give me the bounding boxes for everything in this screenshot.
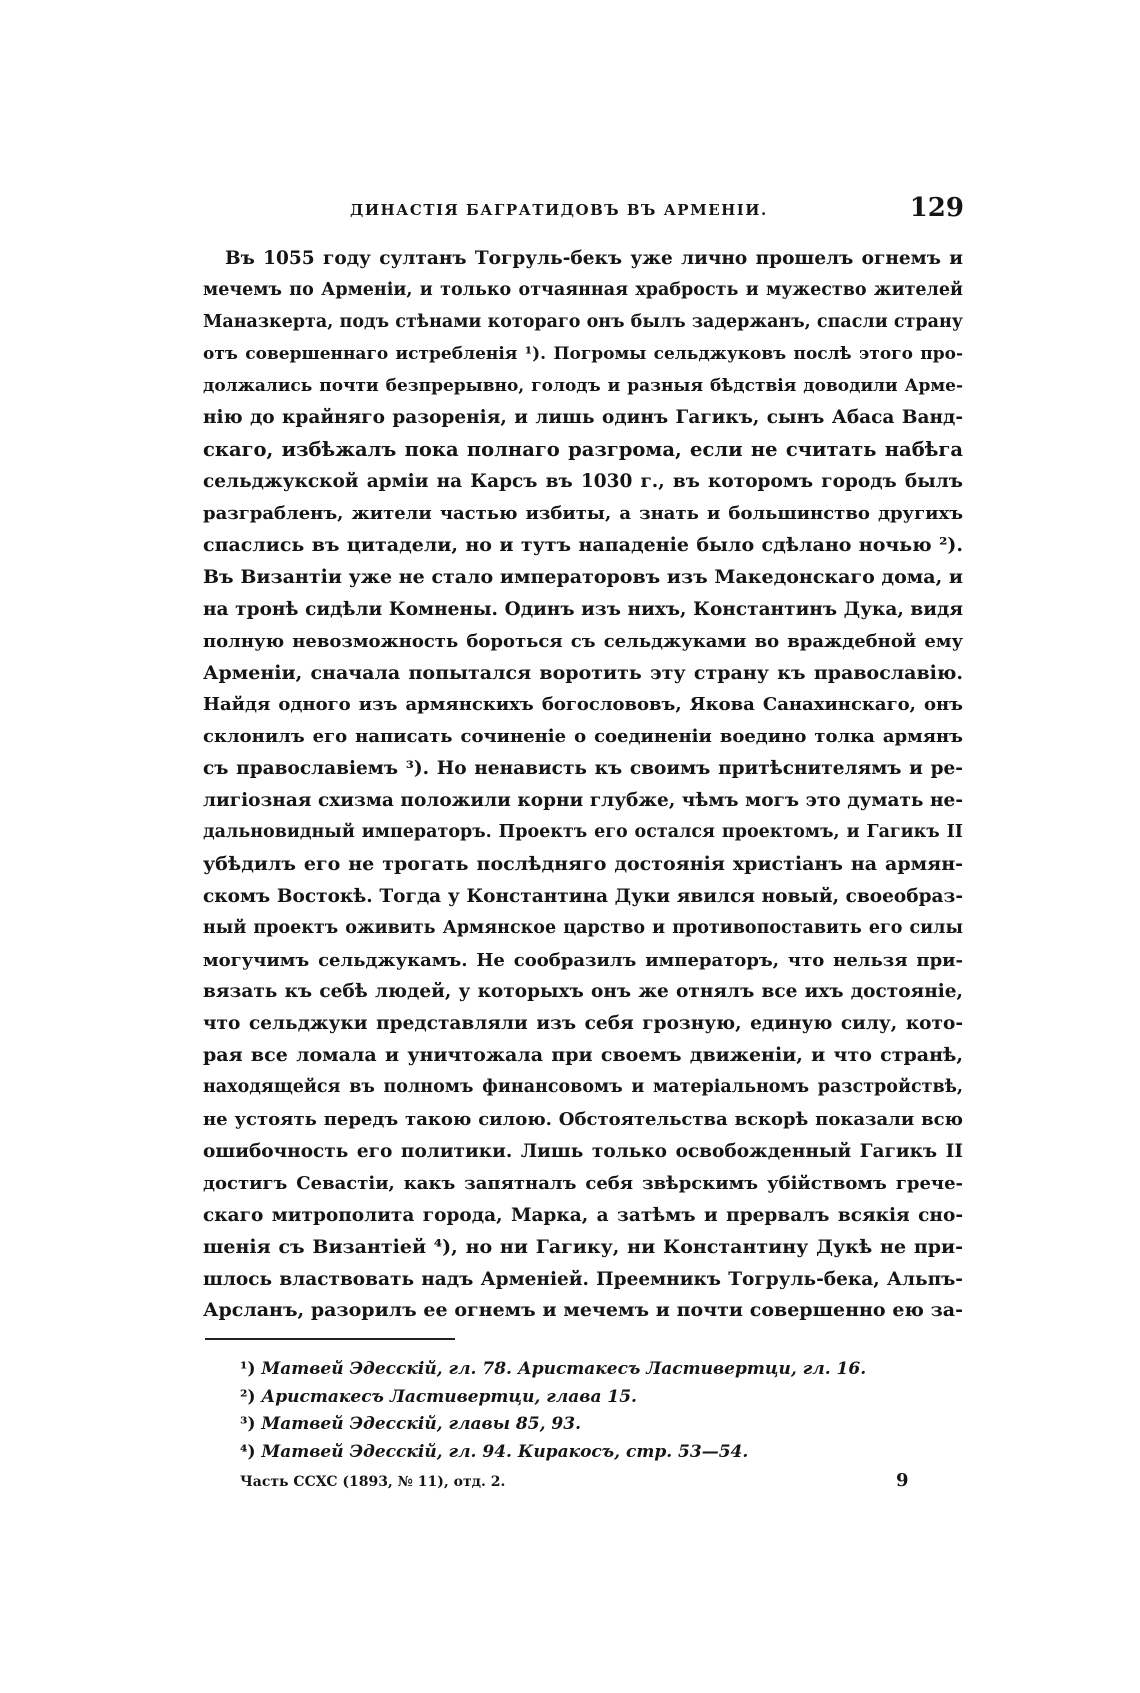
text-line: склонилъ его написать сочиненіе о соединеніи воедино толка армянъ	[203, 726, 963, 748]
text-line: могучимъ сельджукамъ. Не сообразилъ императоръ, что нельзя при-	[203, 949, 963, 971]
text-line: мечемъ по Арменіи, и только отчаянная храбрость и мужество жителей	[203, 279, 963, 300]
footnote-mark: ⁴)	[240, 1441, 256, 1462]
text-line: рая все ломала и уничтожала при своемъ движеніи, и что странѣ,	[203, 1044, 963, 1067]
body-text	[203, 243, 963, 1327]
footnotes	[240, 1356, 940, 1466]
text-line: съ православіемъ ³). Но ненависть къ своимъ притѣснителямъ и ре-	[203, 758, 963, 780]
text-line: ошибочность его политики. Лишь только освобожденный Гагикъ II	[203, 1140, 963, 1162]
footnote	[240, 1384, 940, 1412]
footnote-mark: ³)	[240, 1414, 256, 1434]
text-line: дальновидный императоръ. Проектъ его остался проектомъ, и Гагикъ II	[203, 822, 963, 843]
text-line: Арменіи, сначала попытался воротить эту страну къ православію.	[203, 661, 963, 684]
text-line: находящейся въ полномъ финансовомъ и матеріальномъ разстройствѣ,	[203, 1077, 963, 1098]
footnote	[240, 1356, 940, 1384]
text-line: Маназкерта, подъ стѣнами котораго онъ былъ задержанъ, спасли страну	[203, 311, 963, 332]
text-line: лигіозная схизма положили корни глубже, чѣмъ могъ это думать не-	[203, 790, 963, 812]
page-number: 129	[909, 193, 964, 223]
text-line: ный проектъ оживить Армянское царство и противопоставить его силы	[203, 917, 963, 938]
text-line: на тронѣ сидѣли Комнены. Одинъ изъ нихъ, Константинъ Дука, видя	[203, 598, 963, 620]
text-line: должались почти безпрерывно, голодъ и разныя бѣдствія доводили Арме-	[203, 375, 963, 396]
footnote-mark: ¹)	[240, 1359, 256, 1379]
text-line: скаго, избѣжалъ пока полнаго разгрома, если не считать набѣга	[203, 438, 963, 462]
text-line: Въ Византіи уже не стало императоровъ изъ Македонскаго дома, и	[203, 565, 963, 588]
text-line: шлось властвовать надъ Арменіей. Преемникъ Тогруль-бека, Альпъ-	[203, 1268, 963, 1290]
text-line: нію до крайняго разоренія, и лишь одинъ Гагикъ, сынъ Абаса Ванд-	[203, 407, 963, 429]
footnote	[240, 1439, 940, 1467]
text-line: Арсланъ, разорилъ ее огнемъ и мечемъ и почти совершенно ею за-	[203, 1299, 963, 1322]
footnote-text: Аристакесъ Ластивертци, глава 15.	[261, 1386, 637, 1407]
footnote-text: Матвей Эдесскій, гл. 94. Киракосъ, стр. 53—54.	[261, 1441, 749, 1462]
text-line: скаго митрополита города, Марка, а затѣмъ и прервалъ всякія сно-	[203, 1204, 963, 1226]
text-line: что сельджуки представляли изъ себя грозную, единую силу, кото-	[203, 1013, 963, 1035]
footnote-text: Матвей Эдесскій, главы 85, 93.	[261, 1414, 581, 1434]
text-line: не устоять передъ такою силою. Обстоятельства вскорѣ показали всю	[203, 1109, 963, 1131]
text-line: шенія съ Византіей ⁴), но ни Гагику, ни Константину Дукѣ не при-	[203, 1235, 963, 1258]
text-line: спаслись въ цитадели, но и тутъ нападеніе было сдѣлано ночью ²).	[203, 534, 963, 557]
text-line: сельджукской арміи на Карсъ въ 1030 г., въ которомъ городъ былъ	[203, 471, 963, 493]
text-line: отъ совершеннаго истребленія ¹). Погромы сельджуковъ послѣ этого про-	[203, 343, 963, 364]
text-line: Въ 1055 году султанъ Тогруль-бекъ уже лично прошелъ огнемъ и	[225, 248, 963, 269]
footnote	[240, 1411, 940, 1439]
text-line: полную невозможность бороться съ сельджуками во враждебной ему	[203, 630, 963, 652]
text-line: достигъ Севастіи, какъ запятналъ себя звѣрскимъ убійствомъ грече-	[203, 1172, 963, 1194]
text-line: убѣдилъ его не трогать послѣдняго достоянія христіанъ на армян-	[203, 852, 963, 875]
text-line: вязать къ себѣ людей, у которыхъ онъ же отнялъ все ихъ достояніе,	[203, 981, 963, 1003]
running-title: ДИНАСТІЯ БАГРАТИДОВЪ ВЪ АРМЕНІИ.	[350, 201, 768, 219]
signature-mark: Часть CCXC (1893, № 11), отд. 2.	[240, 1474, 506, 1490]
page-header	[200, 193, 970, 233]
sheet-number: 9	[896, 1470, 909, 1491]
footnote-mark: ²)	[240, 1386, 256, 1407]
footnote-divider	[205, 1338, 455, 1340]
text-line: скомъ Востокѣ. Тогда у Константина Дуки явился новый, своеобраз-	[203, 885, 963, 907]
text-line: Найдя одного изъ армянскихъ богослововъ, Якова Санахинскаго, онъ	[203, 694, 963, 716]
text-line: разграбленъ, жители частью избиты, а знать и большинство другихъ	[203, 503, 963, 525]
footnote-text: Матвей Эдесскій, гл. 78. Аристакесъ Ластивертци, гл. 16.	[261, 1359, 867, 1379]
